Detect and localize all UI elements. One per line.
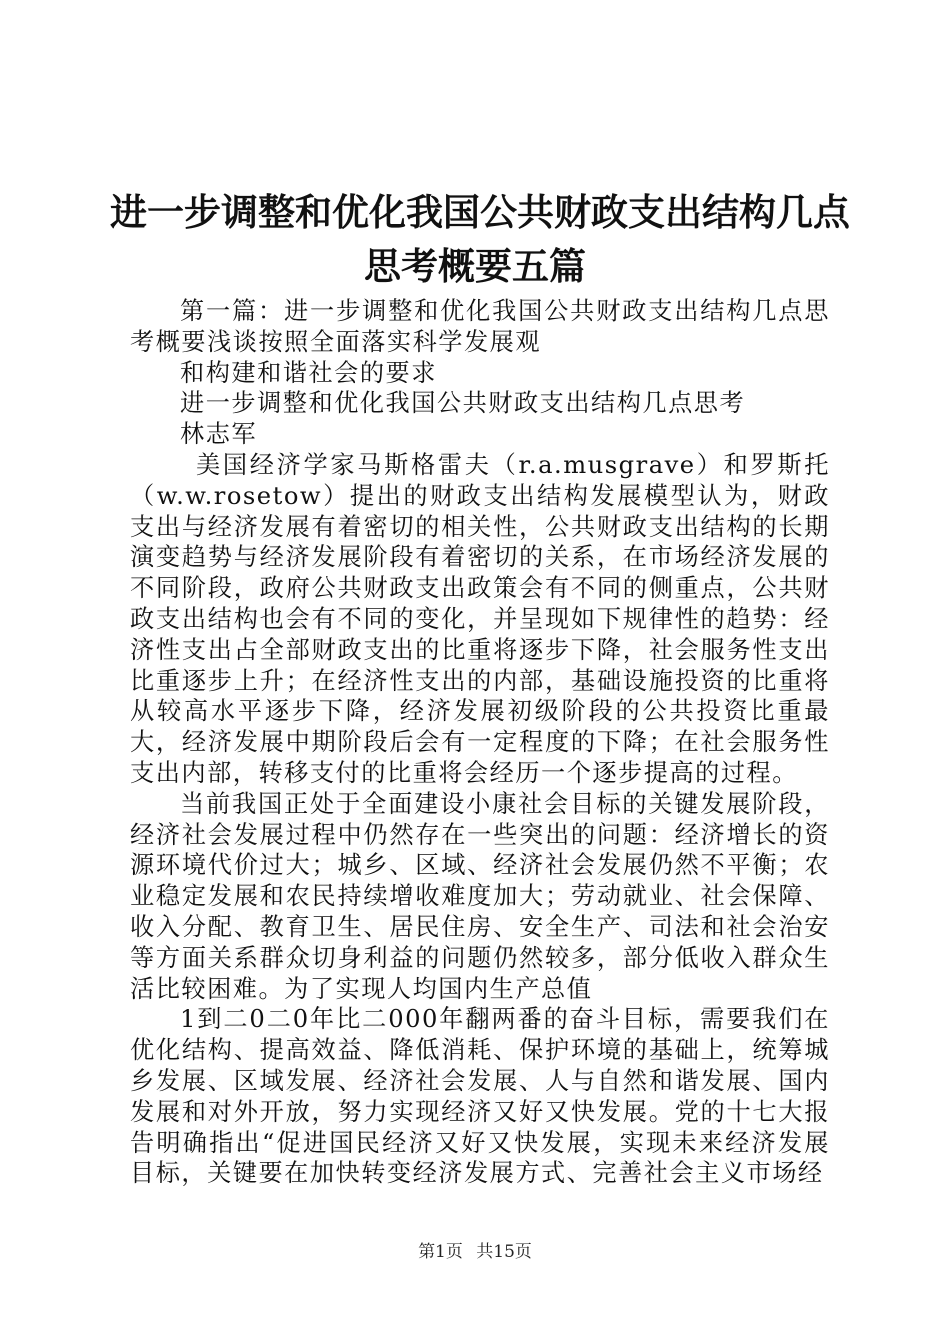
paragraph-subtitle: 和构建和谐社会的要求 bbox=[180, 358, 437, 387]
paragraph-body-1: 美国经济学家马斯格雷夫（r.a.musgrave）和罗斯托（w.w.rosetow）提出的财政支出结构发展模型认为，财政支出与经济发展有着密切的相关性，公共财政支出结构的长期演变趋势与经济发展阶段有着密切的关系，在市场经济发展的不同阶段，政府公共财政支出政策会有不同的侧重点，公共财政支出结构也会有不同的变化，并呈现如下规律性的趋势：经济性支出占全部财政支出的比重将逐步下降，社会服务性支出比重逐步上升；在经济性支出的内部，基础设施投资的比重将从较高水平逐步下降，经济发展初级阶段的公共投资比重最大，经济发展中期阶段后会有一定程度的下降；在社会服务性支出内部，转移支付的比重将会经历一个逐步提高的过程。 bbox=[130, 450, 830, 787]
document-title-line-2: 思考概要五篇 bbox=[364, 244, 586, 288]
document-title-line-1: 进一步调整和优化我国公共财政支出结构几点 bbox=[110, 190, 850, 234]
paragraph-body-3: 1到二0二0年比二000年翻两番的奋斗目标，需要我们在优化结构、提高效益、降低消耗、保护环境的基础上，统筹城乡发展、区域发展、经济社会发展、人与自然和谐发展、国内发展和对外开放，努力实现经济又好又快发展。党的十七大报告明确指出“促进国民经济又好又快发展，实现未来经济发展目标，关键要在加快转变经济发展方式、完善社会主义市场经 bbox=[130, 1005, 830, 1188]
paragraph-chapter-heading: 第一篇：进一步调整和优化我国公共财政支出结构几点思考概要浅谈按照全面落实科学发展观 bbox=[130, 297, 830, 356]
page-total: 共15页 bbox=[476, 1242, 532, 1262]
paragraph-article-title: 进一步调整和优化我国公共财政支出结构几点思考 bbox=[180, 389, 746, 418]
paragraph-author: 林志军 bbox=[180, 420, 258, 449]
page-number: 第1页 bbox=[418, 1242, 463, 1262]
paragraph-body-2: 当前我国正处于全面建设小康社会目标的关键发展阶段，经济社会发展过程中仍然存在一些突出的问题：经济增长的资源环境代价过大；城乡、区域、经济社会发展仍然不平衡；农业稳定发展和农民持续增收难度加大；劳动就业、社会保障、收入分配、教育卫生、居民住房、安全生产、司法和社会治安等方面关系群众切身利益的问题仍然较多，部分低收入群众生活比较困难。为了实现人均国内生产总值 bbox=[130, 789, 830, 1003]
document-body bbox=[130, 296, 830, 1189]
page-footer bbox=[0, 1237, 950, 1262]
